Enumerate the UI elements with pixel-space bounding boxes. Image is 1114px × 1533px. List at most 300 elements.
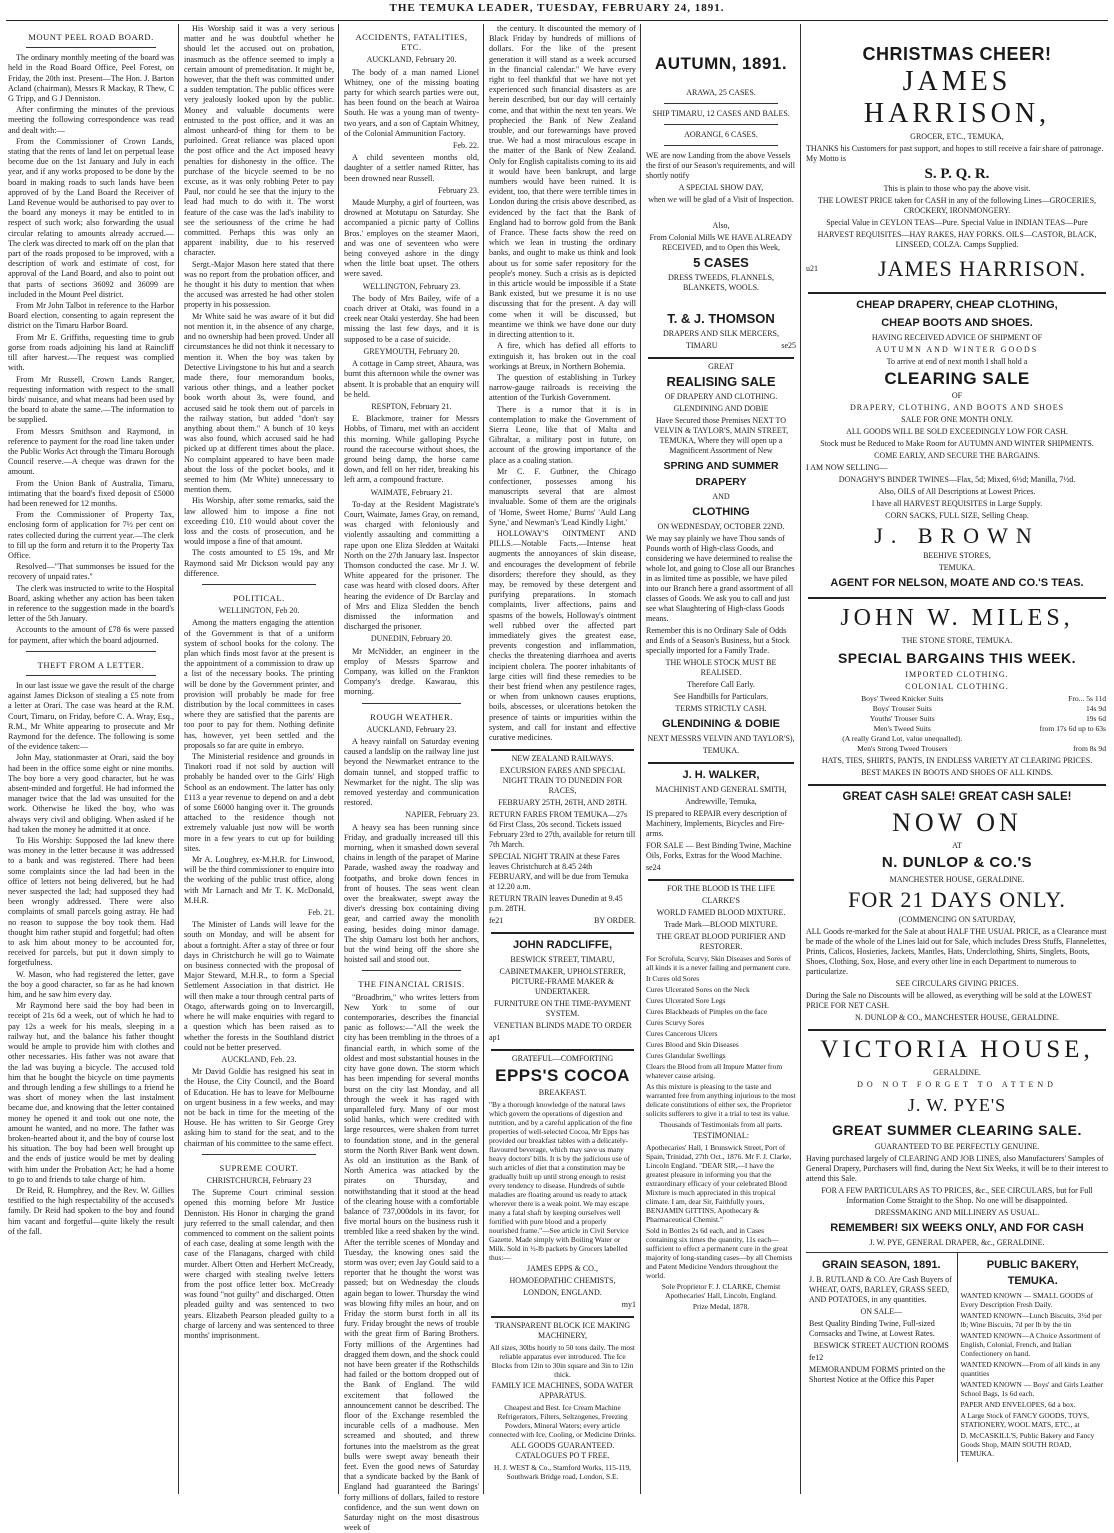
- paragraph: Maude Murphy, a girl of fourteen, was drowned at Motutapu on Saturday. She accompanied a picnic party of Collins Bros.' employes on the steamer Maori, and was one of seventeen who were being conveyed ashore in the dingy when the little boat upset. The others were saved.: [344, 198, 479, 279]
- miles-imported: IMPORTED CLOTHING.: [905, 670, 1009, 679]
- dateline: DUNEDIN, February 20.: [370, 634, 453, 644]
- paragraph: Mr A. Loughrey, ex-M.H.R. for Linwood, will be the third commissioner to enquire into the working of the public trust office, along with Mr Larnach and Mr T. K. McDonald, M.H.R.: [184, 855, 334, 905]
- paragraph: From Messrs Smithson and Raymond, in reference to payment for the road line taken under the Public Works Act through the Timaru Borough Council reserve.—A cheque was drawn for the amount.: [8, 426, 174, 477]
- article-para: [344, 414, 479, 485]
- article-para: [344, 823, 479, 966]
- paragraph: Accounts to the amount of £78 6s were passed for payment, after which the board adjourned.: [8, 625, 174, 645]
- miles-price-table: [806, 694, 1108, 754]
- ship-timaru: SHIP TIMARU, 12 CASES AND BALES.: [652, 109, 790, 118]
- paragraph: WANTED KNOWN—A Choice Assortment of English, Colonial, French, and Italian Confectionery on hand.: [960, 1331, 1101, 1358]
- pye-body2: FOR A FEW PARTICULARS AS TO PRICES, &c., SEE CIRCULARS, but for Full Information Come Straight to the Shop. No one will be disappointed.: [821, 1186, 1093, 1205]
- column-rule: [178, 24, 179, 1494]
- victoria-house: VICTORIA HOUSE,: [820, 1036, 1094, 1063]
- column-3: [340, 24, 483, 1533]
- radcliffe-addr: BESWICK STREET, TIMARU,: [510, 955, 615, 965]
- divider: [26, 675, 156, 676]
- walker-sub: MACHINIST AND GENERAL SMITH,: [655, 785, 787, 794]
- autumn-heading: AUTUMN, 1891.: [654, 54, 788, 73]
- gd-terms: TERMS STRICTLY CASH.: [675, 704, 767, 713]
- grain-on-sale: ON SALE—: [860, 1307, 903, 1316]
- divider: [202, 584, 316, 585]
- ad-grain: [806, 1253, 957, 1462]
- paragraph: Mr C. F. Gutbner, the Chicago confectioner, possesses among his manuscripts several that are almost invaluable. Some of them are the originals of 'Home, Sweet Home,' Burns' 'Auld Lang Syne,' and Newman's 'Lead Kindly Light.': [489, 466, 636, 527]
- victoria-town: GERALDINE.: [933, 1068, 981, 1077]
- paragraph: Mr White said he was aware of it but did not mention it, in the absence of any charge, and no ownership had been proved. Under all circumstances he did not think it necessary to mention it. When the boy was taken by Detective Livingstone to his hut and a search made there, four memorandum books, various other things, and a leather pocket book worth about 3s, were found, and accused said he took them out of parcels in the railway station, but added "don't say anything about them." A bunch of 10 keys was also found, which accused said he had picked up at different times about the place. No complaint appeared to have been made about the loss of the pocket books, and it seemed to him (Mr White) unnecessary to mention them.: [184, 311, 334, 495]
- article-political-2: [184, 920, 334, 1053]
- rail-ref: fe21: [489, 916, 504, 926]
- pye-name: J. W. PYE'S: [907, 1095, 1007, 1115]
- thomson-sub: DRAPERS AND SILK MERCERS,: [662, 329, 780, 338]
- dateline: AUCKLAND, February 20.: [366, 55, 457, 65]
- article-para: [344, 68, 479, 139]
- pye-forget: DO NOT FORGET TO ATTEND: [857, 1080, 1057, 1089]
- miles-sub: THE STONE STORE, TEMUKA.: [901, 636, 1013, 645]
- rail-by-order: BY ORDER.: [594, 916, 636, 926]
- paragraph: The body of Mrs Bailey, wife of a coach driver at Otaki, was found in a creek near Otaki yesterday. She had been missing the last few days, and it is supposed to be a case of suicide.: [344, 293, 479, 344]
- pye-body: Having purchased largely of CLEARING AND JOB LINES, also Manufacturers' Samples of General Drapery, Purchasers will find, during the Next Six Weeks, it will be to their interest to attend this Sale.: [806, 1154, 1108, 1183]
- masthead-rule: [6, 20, 1108, 21]
- dateline: AUCKLAND, February 23.: [366, 724, 457, 734]
- pye-signature: J. W. PYE, GENERAL DRAPER, &c., GERALDINE.: [869, 1238, 1045, 1247]
- paragraph: The costs amounted to £5 19s, and Mr Raymond said Mr Dickson would pay any difference.: [184, 548, 334, 578]
- and-label: AND: [712, 492, 730, 501]
- paragraph: PAPER AND ENVELOPES, 6d a box.: [960, 1400, 1076, 1409]
- headline-supreme-court: SUPREME COURT.: [219, 1162, 299, 1173]
- miles-hats: HATS, TIES, SHIRTS, PANTS, IN ENDLESS VARIETY AT CLEARING PRICES.: [821, 756, 1093, 765]
- ice-firm: H. J. WEST & Co., Stamford Works, 115-119, Southwark Bridge road, London, S.E.: [493, 1463, 632, 1482]
- article-theft: [8, 681, 174, 1237]
- dateline: GREYMOUTH, February 20.: [363, 346, 460, 356]
- divider: [648, 879, 794, 881]
- gd-town: TEMUKA.: [702, 746, 740, 755]
- paragraph: I have all HARVEST REQUISITES in Large Supply.: [871, 499, 1043, 508]
- column-1: [4, 24, 178, 1496]
- divider: [664, 124, 778, 125]
- price-item: Men's Tweed Suits: [873, 724, 931, 733]
- price-item: Boys' Tweed Knicker Suits: [861, 694, 944, 703]
- five-cases: 5 CASES: [693, 255, 749, 270]
- paragraph: Cures Blood and Skin Diseases: [646, 1040, 739, 1049]
- divider: [648, 762, 794, 764]
- thomson-ref: se25: [781, 341, 796, 350]
- radcliffe-furniture: FURNITURE ON THE TIME-PAYMENT SYSTEM.: [493, 999, 632, 1019]
- table-row: [806, 714, 1108, 724]
- ice-catalogues: ALL GOODS GUARANTEED. CATALOGUES PO T FREE.: [510, 1441, 615, 1461]
- brown-list: [806, 475, 1108, 521]
- headline-political: POLITICAL.: [233, 592, 285, 603]
- article-para: [344, 198, 479, 280]
- paragraph: W. Mason, who had registered the letter, gave the boy a good character, so far as he had known him, and he saw him every day.: [8, 969, 174, 1000]
- paragraph: There is a rumor that it is in contemplation to make the Government of Sierra Leone, like that of Malta and Gibraltar, a military post in future, on account of the growing importance of the place as a coaling station.: [489, 404, 636, 465]
- paragraph: The body of a man named Lionel Whitney, one of the missing boating party for which search parties were out, has been found on the beach at Wairoa South. He was a young man of twenty-two years, and a son of Captain Whitney, of the Colonial Ammunition Factory.: [344, 67, 479, 138]
- gd-name: GLENDINING & DOBIE: [662, 718, 780, 730]
- harrison-body: THANKS his Customers for past support, and hopes to still receive a fair share of patronage. My Motto is: [806, 144, 1104, 163]
- paragraph: A heavy rainfall on Saturday evening caused a landslip on the railway line just beyond the Newmarket entrance to the domain tunnel, and stopped traffic to Newmarket for the night. The slip was removed yesterday and communication restored.: [344, 737, 479, 808]
- gd-stock: THE WHOLE STOCK MUST BE REALISED.: [665, 658, 777, 677]
- rail-return: RETURN TRAIN leaves Dunedin at 9.45 p.m. 28TH.: [489, 894, 623, 914]
- gd-body: We may say plainly we have Thou sands of Pounds worth of High-class Goods, and considering we have determined to realise the whole lot, and going to Close all our Branches in as limited time as possible, we have piled into our Branch here a grand assortment of all classes of Goods. We ask you to call and just see what Slaughtering of High-class Goods means.: [646, 534, 795, 623]
- paragraph: HOLLOWAY'S OINTMENT AND PILLS.—Notable Facts.—Intense heat augments the annoyances of skin disease, and encourages the development of febrile disorders; therefore they should, as they may, be removed by these detergent and purifying preparations. In stomach complaints, liver affections, pains and spasms of the bowels, Holloway's ointment well rubbed over the affected part immediately gives the greatest ease, prevents congestion and inflammation, checks the threatening diarrhoea and averts incipient cholera. The poorer inhabitants of large cities will find these remedies to be their best friend when any pestilence rages, or when from unknown causes eruptions, boils, abscesses, or ulcerations betoken the presence of taints or impurities within the system, and call for instant and effective curative medicines.: [489, 528, 636, 743]
- dunlop-body: ALL Goods re-marked for the Sale at about HALF THE USUAL PRICE, as a Clearance must be made of the whole of the Lines laid out for Sale, which includes Dress Stuffs, Flannelettes, Prints, Calicos, Hosieries, Jackets, Mantles, Hats, Underclothing, Shirts, Singlets, Boots, Shoes, Clothing, Sox, Hose, and every other line in each Department to numerous to particularize.: [806, 927, 1107, 976]
- grain-rooms: BESWICK STREET AUCTION ROOMS: [813, 1341, 949, 1350]
- gd-intro: GLENDINING AND DOBIE: [673, 404, 769, 413]
- bakery-list: [961, 1291, 1106, 1458]
- pye-remember: REMEMBER! SIX WEEKS ONLY, AND FOR CASH: [830, 1222, 1084, 1234]
- ice-head: TRANSPARENT BLOCK ICE MAKING MACHINERY,: [494, 1321, 631, 1341]
- cheap-line-2: CHEAP BOOTS AND SHOES.: [881, 317, 1033, 329]
- ad-radcliffe: [489, 937, 636, 1043]
- gd-body2: Remember this is no Ordinary Sale of Odds and Ends of a Season's Business, but a Stock specially imported for a Family Trade.: [646, 626, 790, 655]
- brown-advice: HAVING RECEIVED ADVICE OF SHIPMENT OF: [871, 333, 1043, 342]
- pye-great: GREAT SUMMER CLEARING SALE.: [832, 1122, 1082, 1138]
- divider: [491, 1049, 634, 1051]
- rail-sub: EXCURSION FARES AND SPECIAL NIGHT TRAIN TO DUNEDIN FOR RACES,: [499, 766, 626, 796]
- paragraph: A Large Stock of FANCY GOODS, TOYS, STATIONERY, WOOL MATS, ETC., at: [960, 1411, 1090, 1429]
- dunlop-body2: During the Sale no Discounts will be allowed, as everything will be sold at the LOWEST PRICE FOR NET CASH.: [806, 991, 1092, 1010]
- epps-ref: my1: [621, 1300, 636, 1310]
- brown-all-goods: ALL GOODS WILL BE SOLD EXCEEDINGLY LOW FOR CASH.: [846, 427, 1068, 436]
- brown-agent: AGENT FOR NELSON, MOATE AND CO.'S TEAS.: [830, 577, 1084, 589]
- brown-stock: Stock must be Reduced to Make Room for AUTUMN AND WINTER SHIPMENTS.: [820, 439, 1094, 448]
- paragraph: Mr McNidder, an engineer in the employ of Messrs Sparrow and Company, was killed on the Frankton Company's dredge. Kawarau, this morning.: [344, 646, 479, 697]
- dateline: AUCKLAND, Feb. 23.: [221, 1054, 297, 1064]
- paragraph: From Mr E. Griffiths, requesting time to grub gorse from roads adjoining his land at Raincliff till after harvest.—The request was complied with.: [8, 332, 174, 373]
- article-supreme-court: [184, 1188, 334, 1341]
- epps-sub: BREAKFAST.: [538, 1088, 587, 1098]
- clothing-label: CLOTHING: [692, 506, 750, 518]
- brown-autumn: AUTUMN AND WINTER GOODS: [875, 345, 1039, 354]
- paragraph: His Worship said it was a very serious matter and he was doubtful whether he should let the accused out on probation, inasmuch as the offence seemed to imply a certain amount of premeditation. It might be, however, that the theft was committed under a sudden temptation. The public offices were very jealously looked upon by the public. Money and valuable documents were entrusted to the post office, and it was an almost unheard-of thing for them to be purloined. Great reliance was placed upon the post office and the Act imposed heavy penalties for dishonesty in the office. The purchase of the bicycle seemed to be no excuse, as it was only robbing Peter to pay Paul, nor could he see that the injury to the lead had much to do with it. The worst feature of the case was the lad's inability to see the seriousness of the crime he had committed. Perhaps this was only an apparent inability, due to his reserved character.: [184, 24, 334, 258]
- harrison-plain: This is plain to those who pay the above visit.: [883, 184, 1031, 193]
- show-day: A SPECIAL SHOW DAY,: [678, 183, 764, 192]
- walker-sale: FOR SALE — Best Binding Twine, Machine Oils, Forks, Extras for the Wood Machine.: [646, 841, 792, 860]
- paragraph: From the Commissioner of Crown Lands, stating that the rents of land let on perpetual lease become due on the 1st January and July in each year, and if any works proposed to be done by the board in making roads to such lands have been approved of by the Land Board the Receiver of Land Revenue would be authorised to pay over to the board any moneys it may be entitled to in respect of such work; also forwarding the usual circular relating to amounts already accrued.—The clerk was directed to mark off on the plan that part of the roads proposed to be improved, with a description of work and estimate of cost, for approval of the Land Board, and also to point out that parts of sections 36092 and 36099 are included in the Mount Peel district.: [8, 136, 174, 299]
- epps-firm: JAMES EPPS & CO.,: [527, 1264, 598, 1274]
- dunlop-signature: N. DUNLOP & CO., MANCHESTER HOUSE, GERALDINE.: [855, 1013, 1059, 1022]
- paragraph: Cures Scurvy Sores: [646, 1018, 705, 1027]
- ship-aorangi: AORANGI, 6 CASES.: [684, 130, 758, 139]
- price-value: from 8s 9d: [1073, 744, 1106, 753]
- paragraph: In our last issue we gave the result of the charge against James Dickson of stealing a £5 note from a letter at Orari. The case was heard at the R.M. Court, Timaru, on Friday, before C. A. Wray, Esq., R.M., Mr White appearing to prosecute and Mr Raymond for the defence. The following is some of the evidence taken:—: [8, 680, 174, 752]
- cheap-line-1: CHEAP DRAPERY, CHEAP CLOTHING,: [856, 299, 1058, 311]
- article-theft-cont: [184, 24, 334, 579]
- dunlop-for-21: FOR 21 DAYS ONLY.: [848, 887, 1066, 912]
- rail-head: NEW ZEALAND RAILWAYS.: [511, 754, 614, 764]
- bottom-ads: [806, 1252, 1108, 1462]
- table-row: [806, 724, 1108, 734]
- paragraph: Cures Blackheads of Pimples on the face: [646, 1007, 768, 1016]
- dunlop-commencing: (COMMENCING ON SATURDAY,: [898, 915, 1016, 924]
- harrison-name: JAMES HARRISON,: [863, 66, 1051, 129]
- column-6: [802, 24, 1112, 1496]
- divider: [26, 47, 156, 48]
- paragraph: Resolved—"That summonses be issued for the recovery of unpaid rates.": [8, 562, 174, 582]
- grain-head: GRAIN SEASON, 1891.: [821, 1259, 941, 1271]
- miles-colonial: COLONIAL CLOTHING.: [905, 682, 1009, 691]
- paragraph: John May, stationmaster at Orari, said the boy had been in the office some eight or nine months. The boy bore a very good character, but he was absent-minded and forgetful. He had informed the manager twice that the lad was unsuited for the work. Otherwise he liked the boy, who was always very civil and obliging. When asked if he had taken the money he admitted it at once.: [8, 753, 174, 834]
- blood-body: For Scrofula, Scurvy, Skin Diseases and Sores of all kinds it is a never failing and permanent cure.: [646, 954, 792, 972]
- memo-forms: MEMORANDUM FORMS printed on the Shortest Notice at the Office this Paper: [809, 1365, 946, 1384]
- divider: [808, 784, 1106, 786]
- gd-handbills: See Handbills for Particulars.: [673, 692, 769, 701]
- miles-special: SPECIAL BARGAINS THIS WEEK.: [837, 650, 1077, 666]
- article-para: [344, 647, 479, 698]
- brown-town: TEMUKA.: [938, 563, 976, 572]
- realising-sale: REALISING SALE: [666, 374, 776, 389]
- blood-sub: THE GREAT BLOOD PURIFIER AND RESTORER.: [656, 932, 786, 951]
- gd-next: NEXT MESSRS VELVIN AND TAYLOR'S),: [647, 734, 795, 743]
- rail-night-train: SPECIAL NIGHT TRAIN at these Fares leaves Christchurch at 8.45 24th FEBRUARY, and will be due from Temuka at 12.20 a.m.: [489, 852, 629, 892]
- paragraph: CORN SACKS, FULL SIZE, Selling Cheap.: [885, 511, 1029, 520]
- column-5: [642, 24, 800, 1496]
- great-label: GREAT: [708, 362, 734, 371]
- brown-come-early: COME EARLY, AND SECURE THE BARGAINS.: [874, 451, 1040, 460]
- pye-dressmaking: DRESSMAKING AND MILLINERY AS USUAL.: [874, 1208, 1040, 1217]
- paragraph: From Mr Russell, Crown Lands Ranger, requesting information with respect to the small birds' nuisance, and what means had been used by the board to abate the same.—The information to be supplied.: [8, 374, 174, 425]
- blood-proprietor: Sole Proprietor F. J. CLARKE, Chemist Apothecaries' Hall, Lincoln, England.: [661, 1282, 781, 1300]
- table-row: [806, 734, 1108, 744]
- paragraph: To-day at the Resident Magistrate's Court, Waimate, James Gray, on remand, was charged with feloniously and violently assaulting and committing a rape upon one Eliza Sledden at Waitaki North on the 27th January last. Inspector Thomson conducted the case. Mr J. W. White appeared for the prisoner. The case was heard with closed doors. After hearing the evidence of Dr Barclay and of Mrs and Eliza Sledden the bench dismissed the information and discharged the prisoner.: [344, 499, 479, 632]
- epps-top: GRATEFUL—COMFORTING: [511, 1054, 614, 1064]
- blood-medal: Prize Medal, 1878.: [692, 1302, 750, 1311]
- paragraph: After confirming the minutes of the previous meeting the following correspondence was read and dealt with:—: [8, 105, 174, 135]
- paragraph: The clerk was instructed to write to the Hospital Board, asking whether any action has been taken in reference to the suggestion made in the board's letter of the 5th January.: [8, 583, 174, 624]
- paragraph: It Cures old Sores: [646, 974, 700, 983]
- paragraph: From Mr John Talbot in reference to the Harbor Board election, consenting to again represent the district on the Timaru Harbor Board.: [8, 301, 174, 331]
- grain-body2: Best Quality Binding Twine, Full-sized Cornsacks and Twine, at Lowest Rates.: [809, 1319, 935, 1338]
- harrison-lowest: THE LOWEST PRICE taken for CASH in any of the following Lines—GROCERIES, CROCKERY, IRONMONGERY.: [817, 196, 1097, 215]
- divider: [808, 292, 1106, 294]
- paragraph: A fire, which has defied all efforts to extinguish it, has broken out in the coal workings at Breux, in Northern Bohemia.: [489, 341, 636, 371]
- paragraph: Also, OILS of All Descriptions at Lowest Prices.: [878, 487, 1036, 496]
- article-political: [184, 618, 334, 906]
- column-4: [485, 24, 640, 1496]
- paragraph: The question of establishing in Turkey narrow-gauge railroads is receiving the attention of the Turkish Government.: [489, 372, 636, 403]
- headline-rough-weather: ROUGH WEATHER.: [370, 711, 453, 722]
- radcliffe-trades: CABINETMAKER, UPHOLSTERER, PICTURE-FRAME MAKER & UNDERTAKER.: [499, 967, 626, 997]
- dateline: WAIMATE, February 21.: [370, 487, 453, 497]
- clearing-sale: CLEARING SALE: [884, 369, 1030, 388]
- price-value: [999, 734, 1108, 744]
- dunlop-house: MANCHESTER HOUSE, GERALDINE.: [889, 875, 1025, 884]
- divider: [362, 970, 461, 971]
- brown-drapery: DRAPERY, CLOTHING, AND BOOTS AND SHOES: [849, 403, 1065, 412]
- blood-name: WORLD FAMED BLOOD MIXTURE.: [656, 908, 786, 917]
- spring-summer: SPRING AND SUMMER DRAPERY: [663, 460, 779, 488]
- price-item: Boys' Trouser Suits: [872, 704, 932, 713]
- article-para: [344, 737, 479, 808]
- epps-body: "By a thorough knowledge of the natural laws which govern the operations of digestion and nutrition, and by a careful application of the fine properties of well-selected Cocoa, Mr Epps has provided our breakfast tables with a delicately-flavoured beverage, which may save us many heavy doctors' bills. It is by the judicious use of such articles of diet that a constitution may be gradually built up until strong enough to resist every tendency to disease. Hundreds of subtle maladies are floating around us ready to attack wherever there is a weak point. We may escape many a fatal shaft by keeping ourselves well fortified with pure blood and a properly nourished frame."—See article in Civil Service Gazette. Made simply with Boiling Water or Milk. Sold in ½-lb packets by Grocers labelled thus:—: [489, 1100, 633, 1263]
- divider: [808, 1029, 1106, 1031]
- epps-name: EPPS'S COCOA: [495, 1066, 630, 1086]
- price-item: Youths' Trouser Suits: [869, 714, 935, 723]
- blood-body2: As this mixture is pleasing to the taste and warranted free from anything injurious to the most delicate constitutions of either sex, the Proprietor solicits sufferers to give it a trial to test its value.: [646, 1082, 796, 1118]
- gd-premises: Have Secured those Premises NEXT TO VELVIN & TAYLOR'S, MAIN STREET, TEMUKA, Where they will open up a Magnificent Assortment of New: [653, 416, 789, 455]
- price-value: 19s 6d: [1085, 714, 1106, 723]
- bakery-head: PUBLIC BAKERY, TEMUKA.: [986, 1259, 1079, 1287]
- paragraph: Sergt.-Major Mason here stated that there was no report from the probation officer, and he thought it his duty to mention that when the accused was arrested he had other stolen property in his possession.: [184, 259, 334, 310]
- ice-body2: Cheapest and Best. Ice Cream Machine Refrigerators, Filters, Seltzogenes, Freezing Powders, Mineral Waters; every article connected with Ice, Cooling, or Medicine Drinks.: [489, 1403, 636, 1440]
- dateline: Feb. 21.: [308, 908, 334, 918]
- paragraph: Among the matters engaging the attention of the Government is that of a uniform system of school books for the colony. The plan which finds most favor at the present is the appointment of a commission to draw up a list of the necessary books. The printing will be done by the Government printer, and provision will probably be made for free distribution by the local committees in cases where they are satisfied that the parents are too poor to pay for them. Nothing definite has, however, yet been settled and the proposals so far are quite in embryo.: [184, 618, 334, 750]
- article-para: [344, 359, 479, 400]
- paragraph: To His Worship: Supposed the lad knew there was money in the letter because it was addressed to a bank and was registered. There had been some complaints since the lad had been in the office of letters not being delivered, but he had never suspected the lad; had supposed they had been wrongly addressed. There were also complaints of small parcels going astray. He had no reason to suppose the boy took them. Had thought him rather stupid and forgetful; had often to ask him about money to be accounted for, received for parcels, but put it down simply to forgetfulness.: [8, 836, 174, 968]
- dunlop-great: GREAT CASH SALE! GREAT CASH SALE!: [842, 791, 1072, 803]
- price-item: Men's Strong Tweed Trousers: [857, 744, 948, 753]
- table-row: [806, 704, 1108, 714]
- paragraph: "Broadbrim," who writes letters from New York to some of our contemporaries, describes the financial panic as follows:—"All the week the city has been trembling in the throes of a financial earth, in which some of the oldest and most substantial houses in the city have gone down. The storm which has been impending for several months burst on the city last Monday, and all through the week it has raged with unparalleled fury. Many of our most solid banks, which were credited with large resources, were shaken from turret to foundation stone, and in the general storm the North River Bank went down. As old an institution as the Bank of North America was attacked by the pirates on Thursday, and notwithstanding that it stood at the head of the clearing house with a comfortable balance of 737,000dols in its favor, for five mortal hours on the business rush it trembled like a reed shaken by the wind. After the terrible scenes of Monday and Tuesday, the knowing ones said the storm was over; even Jay Gould said to a reporter that he thought the worst was passed; but on Wednesday the clouds again began to lower. Thursday the wind was blowing fifty miles an hour, and on Friday the storm burst forth in all its fury. Friday brought the news of trouble with the great firm of Baring Brothers. Forty millions of the Argentines had dragged them down, and the shock could not have been greater if the Rothschilds had failed or the bottom dropped out of the Bank of England. The wild excitement that followed the announcement cannot be described. The floor of the Exchange resembled the incurable cells of a madhouse. Men screamed and shouted, and threw fortunes into the maelstrom as the great bulls were swept away beneath their feet. Even the good news of Saturday that a syndicate backed by the Bank of England had guaranteed the Barings' forty millions of dollars, failed to restore confidence, and the sun went down on Saturday night on the most disastrous week of: [344, 992, 479, 1533]
- article-financial-cont: [489, 24, 636, 743]
- walker-name: J. H. WALKER,: [682, 769, 760, 781]
- headline-theft: THEFT FROM A LETTER.: [37, 659, 145, 670]
- ice-sub: FAMILY ICE MACHINES, SODA WATER APPARATUS.: [491, 1381, 634, 1401]
- brown-of: OF: [951, 391, 963, 400]
- harrison-signature: JAMES HARRISON.: [878, 256, 1087, 281]
- headline-accidents: ACCIDENTS, FATALITIES, ETC.: [355, 32, 468, 53]
- rail-dates: FEBRUARY 25TH, 26TH, AND 28TH.: [498, 798, 627, 808]
- masthead: THE TEMUKA LEADER, TUESDAY, FEBRUARY 24, 1891.: [389, 2, 725, 14]
- paragraph: D. McCASKILL'S, Public Bakery and Fancy Goods Shop, MAIN SOUTH ROAD, TEMUKA.: [960, 1431, 1095, 1458]
- divider: [362, 703, 461, 704]
- radcliffe-blinds: VENETIAN BLINDS MADE TO ORDER: [493, 1021, 632, 1031]
- paragraph: WANTED KNOWN—Lunch Biscuits, 3½d per lb; Wine Biscuits, 7d per lb by the tin: [960, 1311, 1102, 1329]
- brown-selling: I AM NOW SELLING—: [806, 463, 888, 472]
- paragraph: Cures Glandular Swellings: [646, 1051, 726, 1060]
- dateline: NAPIER, February 23.: [405, 810, 479, 820]
- mills-text: From Colonial Mills WE HAVE ALREADY RECEIVED, and to Open this Week,: [649, 233, 793, 252]
- ad-epps-cocoa: [489, 1054, 636, 1310]
- table-row: [806, 694, 1108, 704]
- paragraph: A child seventeen months old, daughter of a settler named Ritter, has been drowned near Russell.: [344, 153, 479, 183]
- paragraph: The Supreme Court criminal session opened this morning before Mr Justice Denniston. His Honor in charging the grand jury referred to the small calendar, and then commenced to comment on the salient points of each case, dealing at some length with the case of the Flanagans, charged with child murder. Albert Otten and Herbert McCready, were charged with stealing twelve letters from the post office letter box. McCready was found "not guilty" and discharged. Otten pleaded guilty and was sentenced to two years. Elizabeth Pearson pleaded guilty to a charge of larceny and was sentenced to three months' imprisonment.: [184, 1188, 334, 1340]
- paragraph: the century. It discounted the memory of Black Friday by hundreds of millions of dollars. For the like of the present generation it will stand as a week accursed in the financial calendar." We have every right to feel thankful that we have not yet experienced such financial disasters as are herein described, but our day will certainly come, and that within the next ten years. We prophecied the Bank of New Zealand trouble, and our forewarnings have proved true. We had a most miraculous escape in the matter of the Bank of New Zealand. Only for English capitalists coming to its aid it would have been bankrupt, and large numbers would have been ruined. It is evident, too, that there were terrible times in London during the crisis above described, as evidenced by the fact that the Bank of England had to borrow gold from the Bank of France. These facts show the reed on which we lean in trusting the ordinary banks, and ought to make us think and look about us for some safer repository for the people's money. Such a crisis as is depicted in this article would be impossible if a State Bank existed, but we presume it is no use discussing that for the present. A day will come when it will be discussed, but meantime we think we have done our duty in directing attention to it.: [489, 24, 636, 340]
- paragraph: E. Blackmore, trainer for Messrs Hobbs, of Timaru, met with an accident this morning. While galloping Psyche round the racecourse without shoes, the ground being damp, the horse came down, and fell on her rider, breaking his left arm, a compound fracture.: [344, 414, 479, 485]
- gd-call: Therefore Call Early.: [687, 680, 755, 689]
- show-sub: when we will be glad of a Visit of Inspection.: [648, 195, 794, 204]
- divider: [808, 597, 1106, 599]
- price-item: (A really Grand Lot, value unequalled).: [842, 734, 963, 743]
- price-value: Fro... 5s 11d: [1068, 694, 1106, 703]
- gd-date: ON WEDNESDAY, OCTOBER 22ND.: [657, 522, 785, 531]
- blood-head: FOR THE BLOOD IS THE LIFE: [667, 884, 775, 893]
- article-para: [344, 294, 479, 345]
- dunlop-at: AT: [952, 841, 962, 850]
- paragraph: The Ministerial residence and grounds in Tinakori road if not sold by auction will probably be handed over to the Girls' High School as an endowment. The latter has only £113 a year revenue to depend on and a debt of some £6000 hanging over it. The grounds attached to the residence though not extremely valuable just now will be worth more in a few years to cut up for building sites.: [184, 752, 334, 853]
- brown-name: J. BROWN: [874, 523, 1040, 548]
- paragraph: The Minister of Lands will leave for the south on Monday, and will be absent for about a fortnight. After a stay of three or four days in Christchurch he will go to Waimate on business connected with the proposal of Major Steward, M.H.R., to form a Special Settlement Association in that district. He will then make a tour through central parts of Otago, afterwards going on to Invercargill, where he will make enquiries with regard to a question which has been raised as to whether the forests in the Southland district could not be better preserved.: [184, 920, 334, 1052]
- epps-firm-sub: HOMOEOPATHIC CHEMISTS,: [509, 1276, 616, 1286]
- divider: [202, 1154, 316, 1155]
- paragraph: WANTED KNOWN — SMALL GOODS of Every Description Fresh Daily.: [960, 1291, 1094, 1309]
- divider: [648, 357, 794, 359]
- blood-testimonial-body: Apothecaries' Hall, 1 Brunswick Street, Port of Spain, Trinidad, 27th Oct., 1876. Mr F. J. Clarke, Lincoln England. "DEAR SIR,—I have the greatest pleasure in informing you that the extraordinary efficacy of your celebrated Blood Mixture is much appreciated in this tropical climate. I am, dear Sir, Faithfully yours, BENJAMIN GITTINS, Apothecary & Pharmaceutical Chemist.": [646, 1143, 792, 1224]
- grain-ref: fe12: [809, 1353, 824, 1362]
- paragraph: Cures Ulcerated Sores on the Neck: [646, 985, 750, 994]
- paragraph: Dr Reid, R. Humphrey, and the Rev. W. Gillies testified to the high respectability of the accused's family. Dr Reid had spoken to the boy and found him vacant and forgetful—quite likely the result of the fall.: [8, 1185, 174, 1236]
- dateline: WELLINGTON, Feb 20.: [218, 606, 300, 616]
- paragraph: Clears the Blood from all Impure Matter from whatever cause arising.: [646, 1062, 783, 1080]
- paragraph: Mr David Goldie has resigned his seat in the House, the City Council, and the Board of Education. He has to leave for Melbourne on urgent business in a few weeks, and may not be back in time for the meeting of the House. He has written to Sir George Grey asking him to stand for the seat, and to the chairman of his committee to the same effect.: [184, 1067, 334, 1148]
- blood-sold: Sold in Bottles 2s 6d each, and in Cases containing six times the quantity, 11s each—sufficient to effect a permanent cure in the great majority of long-standing cases—by all Chemists and Patent Medicine Vendors throughout the world.: [646, 1226, 793, 1280]
- blood-thousands: Thousands of Testimonials from all parts.: [659, 1120, 783, 1129]
- radcliffe-ref: ap1: [489, 1033, 501, 1043]
- divider: [26, 651, 156, 652]
- column-rule: [640, 24, 641, 1494]
- ice-body: All sizes, 30lbs hourly to 50 tons daily. The most reliable apparatus ever introduced. The Ice Blocks from 12in to 30in square and 3in to 12in thick.: [490, 1343, 635, 1380]
- blood-testimonial: TESTIMONIAL:: [693, 1131, 749, 1140]
- dateline: RESPTON, February 21.: [371, 401, 452, 411]
- paragraph: Mr Raymond here said the boy had been in receipt of 21s 6d a week, out of which he had to pay 12s a week for his meals, sleeping in a railway hut, and the balance his father thought would be ample to provide him with clothes and other necessaries. His father was not aware that the lad was buying a bicycle. The accused told him that he bought the bicycle on time payments and through lending a few shillings to a friend he was short of money when the last instalment became due, and knowing that the letter contained money he opened it and took out one note, the amount he wanted, and no more. The father was broken-hearted about it, and the boy of course lost his situation. The boy had been well brought up and the ends of justice would be met by dealing with him under the Probation Act; he had a home to go to and friends to take charge of him.: [8, 1001, 174, 1184]
- landing-text: WE are now Landing from the above Vessels the first of our Season's requirements, and will shortly notify: [646, 151, 795, 180]
- dunlop-name: N. DUNLOP & CO.'S: [881, 854, 1033, 871]
- divider: [491, 932, 634, 934]
- paragraph: WANTED KNOWN — Boys' and Girls Leather School Bags, 1s 6d each.: [960, 1380, 1104, 1398]
- realising-sub: OF DRAPERY AND CLOTHING.: [664, 392, 778, 401]
- paragraph: His Worship, after some remarks, said the law allowed him to impose a fine not exceeding £10. £10 would about cover the loss and the costs of prosecution, and he would impose a fine of that amount.: [184, 496, 334, 547]
- miles-name: JOHN W. MILES,: [840, 605, 1074, 631]
- paragraph: A heavy sea has been running since Friday, and gradually increased till this morning, when it smashed down several chains in length of the parapet of Marine Parade, washed away the roadway and footpaths, and broke down fences in front of houses. The seas went clean over the breakwater, swept away the diver's dressing box containing diving gear, and carried away the monolith easing, besides doing minor damage. The ship Oamaru lost both her anchors, but the wind being off the shore she hoisted sail and stood out.: [344, 822, 479, 965]
- harrison-ref: u21: [806, 264, 818, 273]
- article-para: [344, 500, 479, 633]
- ad-ice-machinery: [489, 1321, 636, 1481]
- brown-stores: BEEHIVE STORES,: [923, 551, 991, 560]
- radcliffe-name: JOHN RADCLIFFE,: [513, 939, 612, 952]
- dateline: February 23.: [438, 185, 479, 195]
- paragraph: WANTED KNOWN—From of all kinds in any quantities: [960, 1360, 1101, 1378]
- brown-arrive: To arrive at end of next month I shall hold a: [886, 357, 1028, 366]
- divider: [664, 103, 778, 104]
- divider: [491, 749, 634, 751]
- dateline: WELLINGTON, February 23.: [362, 281, 461, 291]
- rail-fares: RETURN FARES FROM TEMUKA—27s 6d First Class, 20s second. Tickets issued February 23rd to 27th, available for return till 7th March.: [489, 810, 636, 850]
- paragraph: A cottage in Camp street, Ahaura, was burnt this afternoon while the owner was absent. It is probable that an enquiry will be held.: [344, 359, 479, 399]
- thomson-town: TIMARU: [686, 341, 718, 350]
- article-mount-peel: [8, 53, 174, 646]
- walker-ref: se24: [646, 863, 661, 872]
- dateline: Feb. 22.: [453, 141, 479, 151]
- paragraph: Cures Ulcerated Sore Legs: [646, 996, 726, 1005]
- blood-trademark: Trade Mark—BLOOD MIXTURE.: [664, 920, 778, 929]
- dateline: CHRISTCHURCH, February 23: [206, 1175, 312, 1185]
- harrison-sub: GROCER, ETC., TEMUKA,: [910, 132, 1004, 141]
- ad-bakery: [957, 1253, 1109, 1462]
- headline-financial-crisis: THE FINANCIAL CRISIS.: [358, 979, 465, 990]
- divider: [491, 1316, 634, 1318]
- article-financial-crisis: [344, 993, 479, 1533]
- ship-arawa: ARAWA, 25 CASES.: [686, 88, 756, 97]
- dunlop-circulars: SEE CIRCULARS GIVING PRICES.: [895, 979, 1019, 988]
- walker-addr: Andrewville, Temuka,: [685, 797, 757, 806]
- column-rule: [338, 24, 339, 1494]
- article-para: [344, 153, 479, 184]
- price-value: 14s 9d: [1085, 704, 1106, 713]
- epps-firm-addr: LONDON, ENGLAND.: [523, 1288, 602, 1298]
- headline-mount-peel: MOUNT PEEL ROAD BOARD.: [28, 32, 154, 42]
- article-political-3: [184, 1067, 334, 1149]
- walker-body: IS prepared to REPAIR every description of Machinery, Implements, Bicycles and Fire-arms.: [646, 809, 788, 838]
- thomson-name: T. & J. THOMSON: [667, 311, 775, 326]
- paragraph: The ordinary monthly meeting of the board was held in the Road Board Office, Peel Forest, on Friday, the 20th inst. Present—The Hon. J. Barton Acland (chairman), Messrs R Mackay, R Thew, C G Tripp, and G J Denniston.: [8, 53, 174, 104]
- spqr: S. P. Q. R.: [924, 166, 990, 182]
- dunlop-now-on: NOW ON: [892, 808, 1022, 837]
- column-2: [180, 24, 338, 1496]
- blood-list: [646, 974, 796, 1080]
- paragraph: From the Union Bank of Australia, Timaru, intimating that the board's fixed deposit of £5000 had been renewed for 12 months.: [8, 478, 174, 508]
- paragraph: Cures Cancerous Ulcers: [646, 1029, 718, 1038]
- also: Also,: [712, 221, 730, 230]
- ad-railways: [489, 754, 636, 926]
- harrison-harvest: HARVEST REQUISITES—HAY RAKES, HAY FORKS. OILS—CASTOR, BLACK, LINSEED, COLZA. Camps Supplied.: [817, 230, 1097, 249]
